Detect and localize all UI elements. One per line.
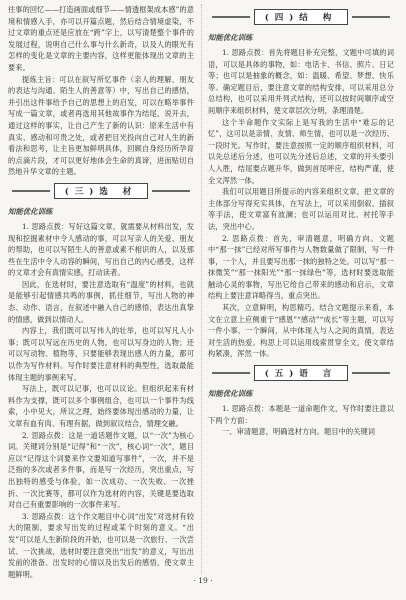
- page-number: · 19 ·: [193, 576, 213, 585]
- subsection-title: 知能优化训练: [208, 389, 253, 399]
- paragraph: 1. 思路点拨：写好这篇文章，就需要从材料出发，发现和挖掘素材中令人感动的事，可以写亲人的关爱、朋友的帮助，也可以写陌生人的善意或素不相识的人，以及那些在生活中令人动容的瞬间，写出自己的内心感受，这样的文章才会有真情实感，打动读者。: [8, 221, 194, 278]
- paragraph: 因此，在选材时，要注意选取有“温度”的材料，也就是能够引起情感共鸣的事例，抓住细节，写出人物的神态、动作、语言，在叙述中融入自己的感悟，表达出真挚的情感，做到以情动人。: [8, 279, 194, 324]
- paragraph: 1. 思路点拨：本题是一道命题作文，写作时要注意以下两个方面：: [208, 404, 394, 425]
- divider: [352, 372, 390, 374]
- paragraph: 写法上，既可以记事，也可以议论。但组织起来有材料作为支撑，既可以多个事例组合，也可以一个事件为线索，小中见大，所议之理，始终要体现出感动的力量，让文章有血有肉、有理有据，做到叙议结合，情理交融。: [8, 384, 194, 428]
- divider: [12, 190, 50, 192]
- subsection-title: 知能优化训练: [8, 206, 53, 216]
- paragraph: 其次，立意鲜明，构思精巧。结合文题提示来看，本文在立意上应侧重于“感恩”“感动”“成长”等主题，可以写一件小事、一个瞬间，从中体现人与人之间的真情，表达对生活的热爱。构思上可以运用线索贯穿全文，使文章结构紧凑，浑然一体。: [208, 303, 394, 359]
- divider: [352, 16, 390, 18]
- paragraph: 3. 思路点拨：这个作文题目中心词“出发”对选材有较大的限制，要求写出发的过程或某个时刻的意义。“出发”可以是人生新阶段的开始，也可以是一次旅行、一次尝试、一次挑战，选材时要注意突出“出发”的意义，写出出发前的准备、出发时的心情以及出发后的感悟，使文章主题鲜明。: [8, 511, 194, 579]
- paragraph: 我们可以用题目所提示的内容来组织文章，把文章的主体部分写得充实具体，在写法上，可以采用倒叙、插叙等手法，使文章富有波澜；也可以运用对比、衬托等手法，突出中心。: [208, 187, 394, 231]
- right-column: [208, 4, 394, 438]
- section-title: (四)结 构: [254, 9, 349, 25]
- divider: [152, 190, 190, 192]
- column-divider: [201, 4, 202, 574]
- subsection-title: 知能优化训练: [208, 33, 253, 42]
- section-title: (三)选 材: [54, 183, 149, 199]
- paragraph: 2. 思路点拨：首先，审清题意，明确方向。文题中“那一抹”已经对所写事件与人物数量做了限制，写一件事，一个人，并且要写出那一抹的独特之处。可以写“那一抹微笑”“那一抹阳光”“那一抹绿色”等，选材时要选取能触动心灵的事物，写出它给自己带来的感动和启示，文章结构上要注意详略得当，重点突出。: [208, 233, 394, 301]
- section-header: [208, 8, 394, 26]
- paragraph: 这个半命题作文实际上是写我的生活中“难忘的记忆”，这可以是亲情、友情、师生情，也可以是一次经历、一段时光。写作时，要注意按照一定的顺序组织材料，可以先总述后分述，也可以先分述后总述，文章的开头要引人入胜，结尾要点题升华，做到首尾呼应，结构严谨，使全文浑然一体。: [208, 117, 394, 185]
- section-title: (五)语 言: [254, 365, 349, 381]
- divider: [212, 16, 250, 18]
- paragraph: 一、审清题意，明确选材方向。题目中的关键词: [222, 427, 376, 437]
- paragraph: 内容上，我们既可以写伟人的壮举，也可以写凡人小事；既可以写远在历史的人物，也可以写身边的人物；还可以写动物、植物等，只要能够表现出感人的力量，都可以作为写作材料。写作时要注意材料的典型性，选取最能体现主题的事例来写。: [8, 326, 194, 382]
- left-column: [8, 4, 194, 580]
- section-header: [208, 364, 394, 382]
- paragraph: 往事的回忆——打造画面或细节——情透框架成本感”的意境和情感入手，亦可以开篇点题，然后结合情境虚染，不过文章的重点还是应放在“跨”字上，以写清楚整个事件的发展过程，说明自己什么事与什么新奇，以及人的眼光有怎样的变化是文章的主要内容，这样更能体现出文章的主要来。: [8, 5, 194, 72]
- paragraph: 2. 思路点拨：这是一道话题作文题，以“一次”为核心词。关键词分别是“记得”和“一次”，核心词“一次”，题目应以“记得这个词要来作文要知道写事件”，一次，并不是泛指的多次或者多件事，而是写一次经历，突出重点，写出独特的感受与体验，如一次成功、一次失败、一次挫折、一次比赛等，都可以作为选材的内容，关键是要选取对自己有重要影响的一次事件来写。: [8, 430, 194, 510]
- paragraph: 1. 思路点拨：首先将题目补充完整，文题中可填的词语，可以是具体的事物，如：电话卡、书信、照片、日记等；也可以是抽象的概念，如：温暖、希望、梦想、快乐等。确定题目后，要注意文章的结构安排，可以采用总分总结构，也可以采用并列式结构，还可以按时间顺序或空间顺序来组织材料，使文章层次分明，条理清楚。: [208, 48, 394, 115]
- paragraph: 提炼主旨：可以在叙写所忆事件（亲人的理解、朋友的表达与沟通、陌生人的善意等）中，写出自己的感悟，并引出这件事给予自己的思想上的启发，可以在略举事件写成一篇文章，或者再选用其他故事作为结尾，说开去，通过这样的事实，让自己产生了新的认识：原来生活中有真实、感动和可贵之处，或者把目光投向自己对人生的新看法和思考，让主旨更加鲜明具体，回顾自身经历所孕育的点滴片段，才可以更好地体会生命的真谛，进而贴切自然地升华文章的主题。: [8, 74, 194, 177]
- divider: [212, 372, 250, 374]
- section-header: [8, 182, 194, 200]
